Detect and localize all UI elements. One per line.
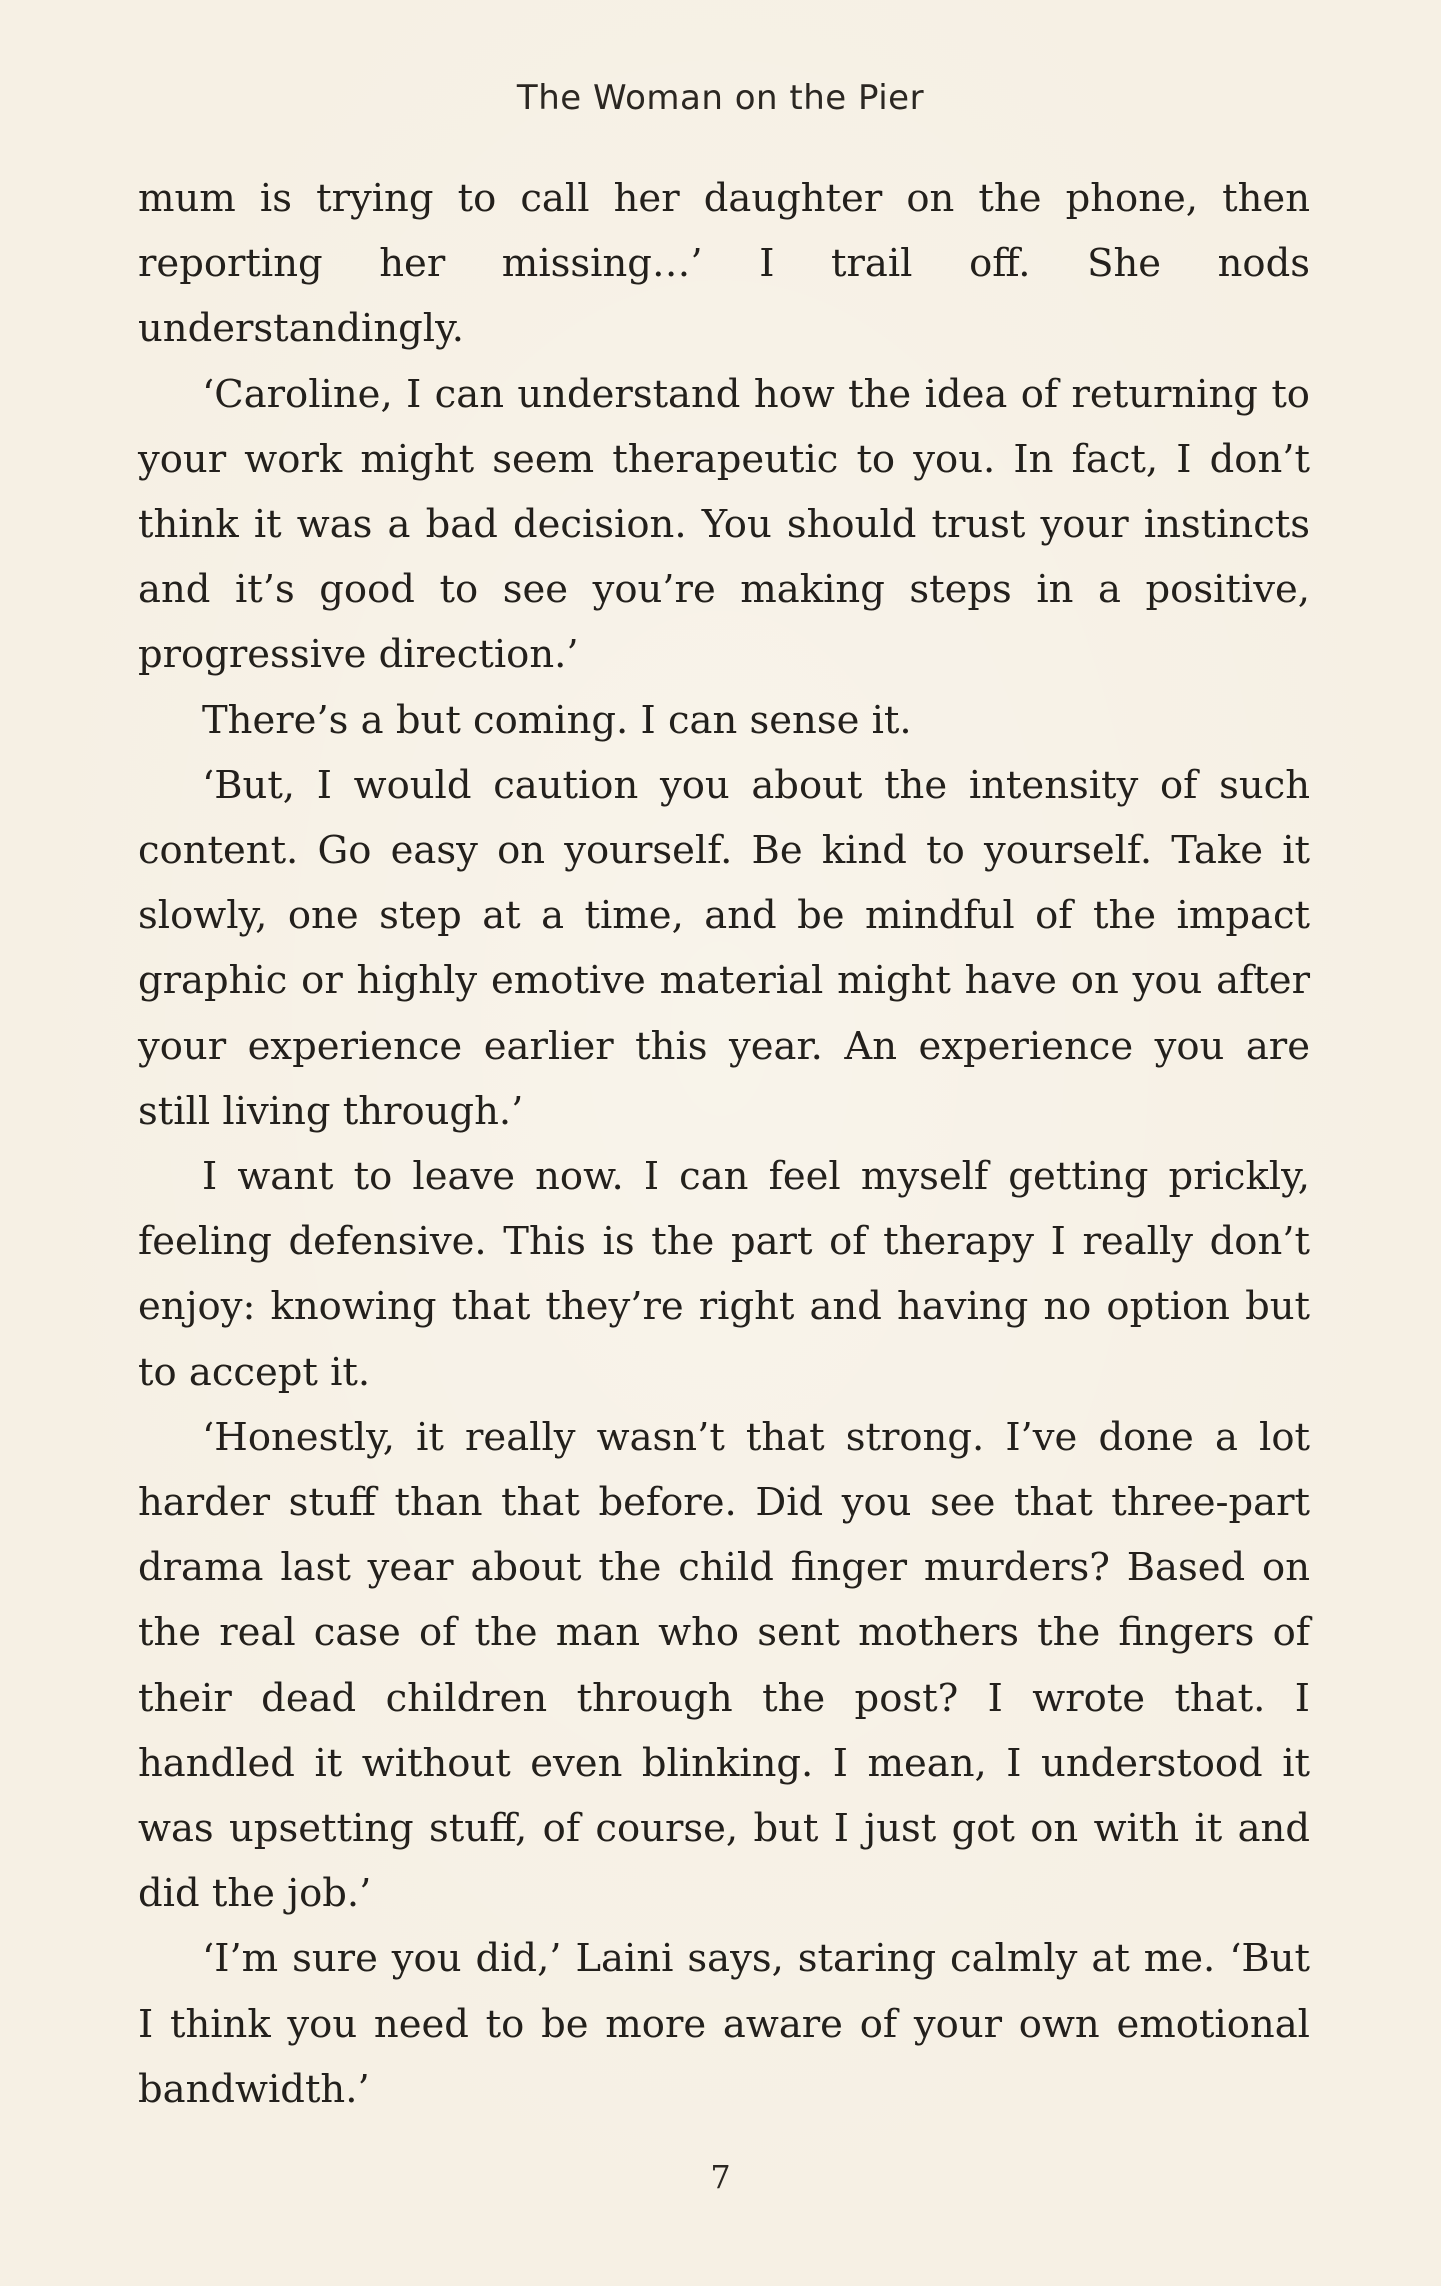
paragraph: mum is trying to call her daughter on the phone, then reporting her missing…’ I trail off. She nods understandingly.	[138, 176, 1310, 352]
body-text	[138, 166, 1310, 2122]
page-number: 7	[710, 2158, 731, 2196]
paragraph: There’s a but coming. I can sense it.	[202, 697, 912, 743]
paragraph: ‘But, I would caution you about the intensity of such content. Go easy on yourself. Be kind to yourself. Take it slowly, one step at a time, and be mindful of the impact graphic or highly emotive material might have on you after your experience earlier this year. An experience you are still living through.’	[138, 762, 1310, 1134]
running-head-title: The Woman on the Pier	[516, 78, 925, 118]
paragraph: ‘Caroline, I can understand how the idea of returning to your work might seem therapeutic to you. In fact, I don’t think it was a bad decision. You should trust your instincts and it’s good to see you’re making steps in a positive, progressive direction.’	[138, 371, 1310, 678]
paragraph: ‘Honestly, it really wasn’t that strong. I’ve done a lot harder stuff than that before. Did you see that three-part drama last year about the child finger murders? Based on the real case of the man who sent mothers the fingers of their dead children through the post? I wrote that. I handled it without even blinking. I mean, I understood it was upsetting stuff, of course, but I just got on with it and did the job.’	[138, 1414, 1310, 1917]
paragraph: I want to leave now. I can feel myself getting prickly, feeling defensive. This is the part of therapy I really don’t enjoy: knowing that they’re right and having no option but to accept it.	[138, 1154, 1310, 1395]
paragraph: ‘I’m sure you did,’ Laini says, staring calmly at me. ‘But I think you need to be more aware of your own emotional bandwidth.’	[138, 1936, 1310, 2112]
